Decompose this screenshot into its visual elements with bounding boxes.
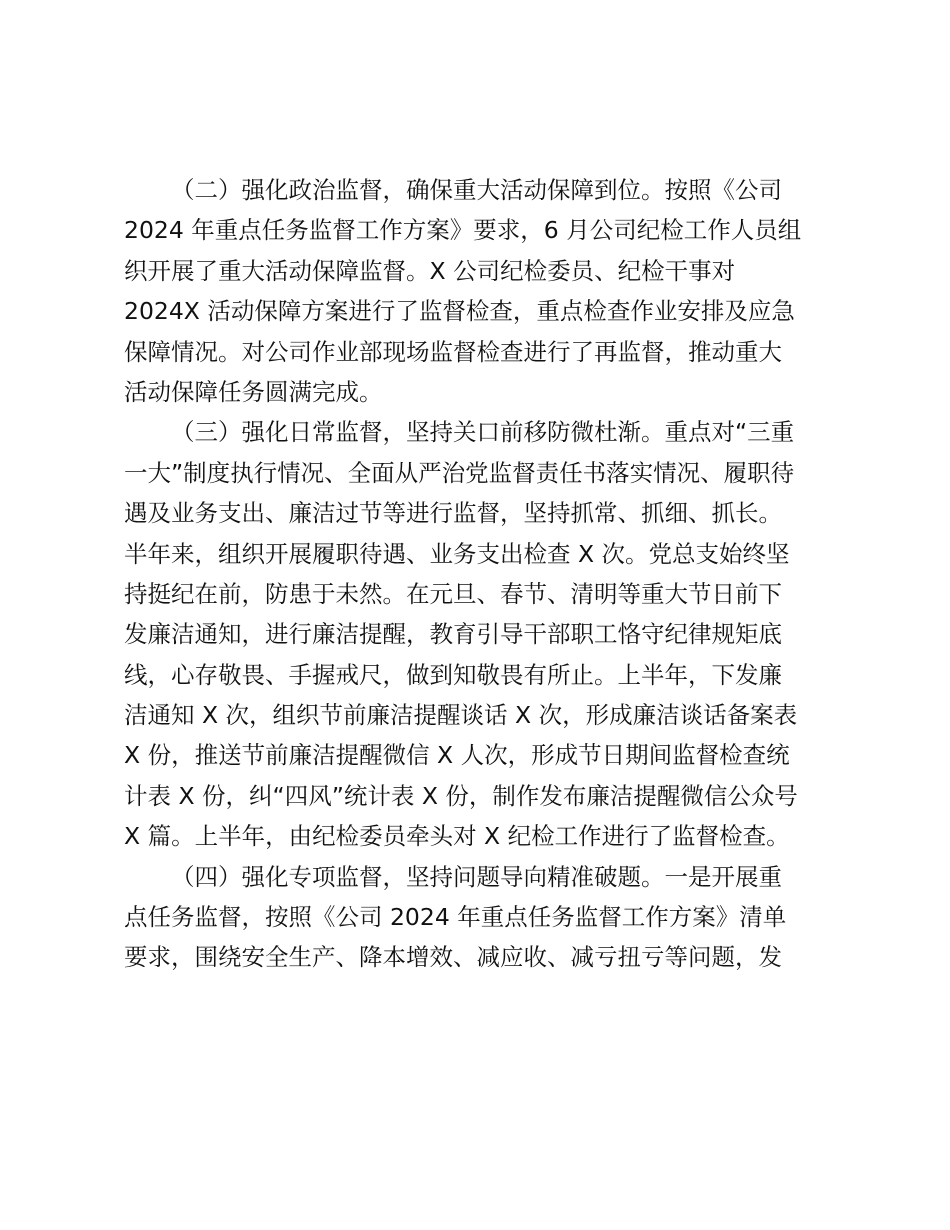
text-line: 洁通知 X 次，组织节前廉洁提醒谈话 X 次，形成廉洁谈话备案表 — [124, 701, 798, 730]
text-line: 半年来，组织开展履职待遇、业务支出检查 X 次。党总支始终坚 — [124, 539, 790, 568]
text-line: 计表 X 份，纠“四风”统计表 X 份，制作发布廉洁提醒微信公众号 — [124, 781, 798, 810]
body-text — [124, 170, 844, 978]
text-line: X 篇。上半年，由纪检委员牵头对 X 纪检工作进行了监督检查。 — [124, 822, 790, 851]
text-line: 发廉洁通知，进行廉洁提醒，教育引导干部职工恪守纪律规矩底 — [124, 620, 782, 649]
text-line: 保障情况。对公司作业部现场监督检查进行了再监督，推动重大 — [124, 337, 782, 366]
text-line: 要求，围绕安全生产、降本增效、减应收、减亏扭亏等问题，发 — [124, 943, 782, 972]
text-line: X 份，推送节前廉洁提醒微信 X 人次，形成节日期间监督检查统 — [124, 741, 790, 770]
paragraph-3-heading-line: （三）强化日常监督，坚持关口前移防微杜渐。重点对“三重 — [171, 418, 795, 447]
paragraph-4-heading-line: （四）强化专项监督，坚持问题导向精准破题。一是开展重 — [171, 862, 782, 891]
paragraph-2-heading-line: （二）强化政治监督，确保重大活动保障到位。按照《公司 — [171, 176, 782, 204]
text-line: 线，心存敬畏、手握戒尺，做到知敬畏有所止。上半年，下发廉 — [124, 660, 782, 689]
text-line: 2024X 活动保障方案进行了监督检查，重点检查作业安排及应急 — [124, 297, 795, 326]
text-line: 持挺纪在前，防患于未然。在元旦、春节、清明等重大节日前下 — [124, 579, 782, 608]
text-line: 一大”制度执行情况、全面从严治党监督责任书落实情况、履职待 — [124, 458, 795, 487]
text-line: 遇及业务支出、廉洁过节等进行监督，坚持抓常、抓细、抓长。 — [124, 499, 782, 528]
text-line: 织开展了重大活动保障监督。X 公司纪检委员、纪检干事对 — [124, 256, 736, 285]
text-line: 活动保障任务圆满完成。 — [124, 377, 383, 406]
text-line: 点任务监督，按照《公司 2024 年重点任务监督工作方案》清单 — [124, 903, 787, 932]
text-line: 2024 年重点任务监督工作方案》要求，6 月公司纪检工作人员组 — [124, 216, 802, 245]
